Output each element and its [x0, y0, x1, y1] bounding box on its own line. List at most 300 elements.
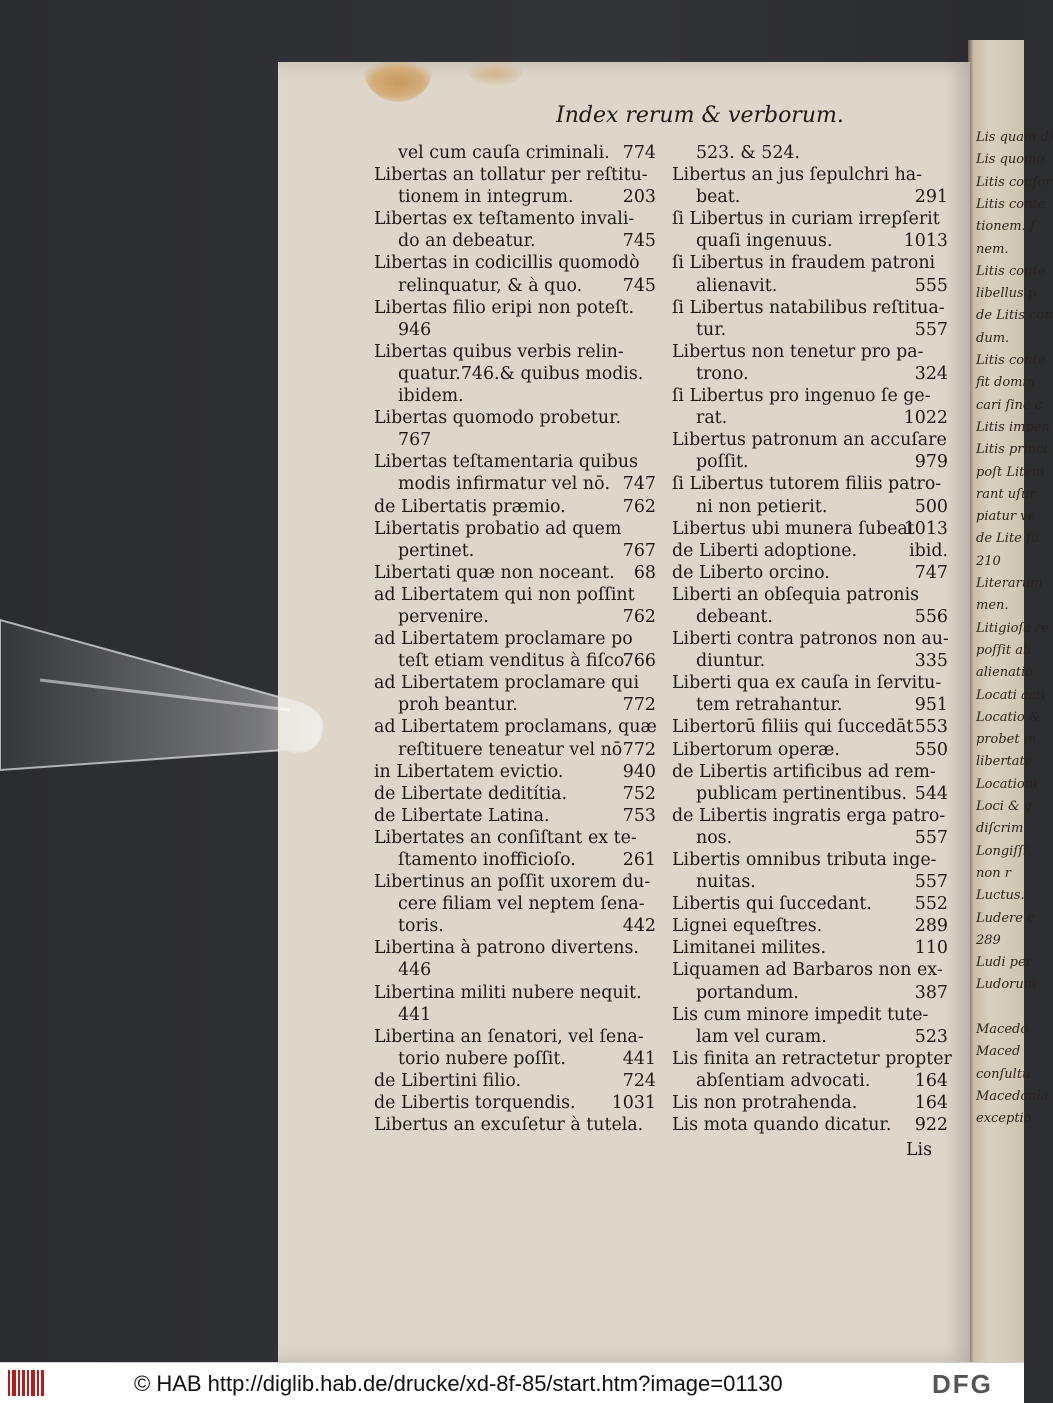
facing-page-text: Litis conte — [976, 196, 1046, 212]
index-entry — [374, 1026, 656, 1070]
index-entry — [374, 827, 656, 871]
index-line — [374, 1114, 656, 1136]
index-text: portandum. — [696, 982, 799, 1003]
index-line — [374, 319, 656, 341]
index-text: Libertus patronum an accuſare — [672, 430, 947, 451]
index-entry — [374, 407, 656, 451]
index-text: Limitanei milites. — [672, 938, 827, 959]
index-text: tionem in integrum. — [398, 187, 574, 208]
facing-page-text: Macedonia — [976, 1088, 1049, 1104]
index-text: Liquamen ad Barbaros non ex- — [672, 960, 943, 981]
footer-bar — [0, 1362, 1024, 1403]
index-entry — [672, 473, 948, 517]
facing-page-text: 210 — [976, 553, 1001, 569]
index-text: torio nubere poſſit. — [398, 1048, 566, 1069]
facing-page-text: Litis conte — [976, 353, 1046, 368]
index-text: Libertorum operæ. — [672, 739, 840, 760]
index-entry — [672, 341, 948, 385]
index-entry — [374, 716, 656, 760]
page-reference: 552 — [914, 894, 948, 915]
page-reference: 164 — [914, 1093, 948, 1114]
index-line — [672, 363, 948, 385]
facing-page-text: conſultu — [976, 1066, 1031, 1082]
index-line — [374, 473, 656, 495]
index-text: Lis mota quando dicatur. — [672, 1115, 892, 1136]
index-text: Libertorū filiis qui ſuccedāt — [672, 717, 914, 738]
index-line — [374, 540, 656, 562]
index-line — [374, 385, 656, 407]
index-text: quaſi ingenuus. — [696, 231, 833, 252]
index-entry — [672, 893, 948, 915]
index-text: lam vel curam. — [696, 1026, 827, 1047]
index-text: Liberti contra patronos non au- — [672, 629, 949, 650]
index-entry — [672, 540, 948, 562]
index-line — [672, 959, 948, 981]
hab-barcode-logo-icon — [8, 1370, 44, 1396]
index-text: abſentiam advocati. — [696, 1070, 871, 1091]
page-reference: 500 — [914, 496, 948, 517]
index-line — [374, 584, 656, 606]
index-entry — [374, 562, 656, 584]
index-text: Libertas teſtamentaria quibus — [374, 452, 638, 473]
page-reference: 261 — [622, 850, 656, 870]
index-text: de Libertate Latina. — [374, 805, 550, 826]
facing-page-text: Litis conſor — [976, 174, 1052, 190]
index-entry — [672, 142, 948, 164]
index-entry — [672, 628, 948, 672]
index-entry — [672, 672, 948, 716]
index-line — [374, 628, 656, 650]
index-text: Libertas ex teſtamento invali- — [374, 209, 635, 230]
copyright-url: © HAB http://diglib.hab.de/drucke/xd-8f-85/start.htm?image=01130 — [134, 1371, 783, 1396]
index-text: ad Libertatem qui non poſſint — [374, 584, 635, 605]
index-line — [672, 451, 948, 473]
index-text: de Liberti adoptione. — [672, 540, 858, 561]
facing-page-edge — [968, 40, 1053, 1362]
facing-page-text: libertate — [976, 754, 1033, 770]
index-line — [374, 252, 656, 274]
page-reference: 335 — [914, 651, 948, 672]
index-line — [672, 230, 948, 252]
index-text: Libertina militi nubere nequit. — [374, 982, 642, 1003]
index-line — [672, 341, 948, 363]
index-text: de Libertini filio. — [374, 1070, 522, 1091]
index-line — [672, 275, 948, 297]
index-line — [672, 761, 948, 783]
page-reference: 442 — [622, 916, 656, 937]
index-text: Lis finita an retractetur propter — [672, 1048, 952, 1069]
facing-page-text: Litigioſa re — [976, 620, 1050, 636]
page-reference: 767 — [622, 540, 656, 561]
index-line — [672, 562, 948, 584]
page-reference: 772 — [622, 695, 656, 716]
index-line — [374, 208, 656, 230]
index-line — [374, 915, 656, 937]
index-entry — [672, 805, 948, 849]
page-reference: 1013 — [903, 231, 948, 252]
page-reference: 387 — [914, 982, 948, 1003]
index-line — [374, 1048, 656, 1070]
index-entry — [672, 937, 948, 959]
index-entry — [672, 761, 948, 805]
index-entry — [672, 959, 948, 1003]
index-entry — [374, 451, 656, 495]
page-reference: 747 — [914, 562, 948, 583]
index-line — [374, 805, 656, 827]
facing-page-text: probet in — [976, 732, 1037, 748]
index-line — [374, 606, 656, 628]
index-line — [374, 518, 656, 540]
page-reference: 1022 — [903, 408, 948, 429]
index-entry — [672, 297, 948, 341]
index-text: reſtituere teneatur vel nō — [398, 739, 623, 760]
index-line — [672, 694, 948, 716]
facing-page-text: non r — [976, 865, 1011, 881]
index-entry — [672, 1114, 948, 1136]
index-text: de Libertis torquendis. — [374, 1093, 576, 1114]
index-line — [672, 407, 948, 429]
index-text: Libertinus an poſſit uxorem du- — [374, 872, 651, 893]
page-reference: 772 — [622, 739, 656, 760]
index-entry — [374, 518, 656, 562]
index-text: pertinet. — [398, 540, 475, 561]
index-entry — [672, 584, 948, 628]
facing-page-text: Loci & g — [976, 799, 1033, 814]
index-text: Lignei equeſtres. — [672, 916, 823, 937]
index-line — [374, 694, 656, 716]
index-line — [672, 584, 948, 606]
index-text: Libertus an excuſetur à tutela. — [374, 1115, 644, 1136]
index-text: de Libertatis præmio. — [374, 496, 566, 517]
left-index-column — [374, 142, 656, 1136]
index-line — [374, 871, 656, 893]
facing-page-text: Locationi — [976, 776, 1038, 792]
index-entry — [672, 915, 948, 937]
index-text: Libertus an jus ſepulchri ha- — [672, 165, 923, 186]
index-line — [672, 893, 948, 915]
index-line — [374, 650, 656, 672]
facing-page-text: Litis princi — [976, 442, 1048, 458]
index-line — [374, 739, 656, 761]
index-entry — [672, 739, 948, 761]
facing-page-text: de Lite ſu — [976, 531, 1040, 547]
index-text: quatur.746.& quibus modis. — [398, 363, 644, 384]
index-line — [374, 451, 656, 473]
index-line — [374, 1004, 656, 1026]
index-line — [672, 518, 948, 540]
index-entry — [374, 208, 656, 252]
index-entry — [672, 1048, 952, 1092]
index-entry — [672, 518, 948, 540]
index-line — [672, 252, 948, 274]
index-entry — [374, 937, 656, 981]
facing-page-text: Lis quomo — [976, 152, 1045, 168]
index-text: teſt etiam venditus à fiſco. — [398, 651, 630, 672]
page-reference: 745 — [622, 275, 656, 296]
page-reference: 544 — [914, 783, 948, 804]
index-text: Libertis qui ſuccedant. — [672, 894, 872, 915]
index-entry — [672, 562, 948, 584]
index-line — [374, 275, 656, 297]
facing-page-text: Lis quam di — [976, 130, 1053, 145]
index-text: tem retrahantur. — [696, 695, 843, 716]
index-text: nos. — [696, 827, 733, 848]
facing-page-text: alienatio — [976, 665, 1034, 681]
index-entry — [374, 628, 656, 672]
page-reference: ibid. — [909, 540, 948, 561]
index-text: rat. — [696, 408, 728, 429]
index-text: proh beantur. — [398, 695, 518, 716]
facing-page-text: Longiſſi — [976, 843, 1028, 859]
index-line — [374, 186, 656, 208]
index-line — [672, 1092, 948, 1114]
index-entry — [374, 142, 656, 164]
facing-page-text: diſcrim — [976, 821, 1024, 837]
index-text: ad Libertatem proclamare qui — [374, 673, 640, 694]
page-reference: 68 — [633, 562, 656, 583]
index-entry — [672, 208, 948, 252]
facing-page-text: Litis impen — [976, 419, 1050, 435]
index-line — [374, 761, 656, 783]
index-line — [374, 164, 656, 186]
index-line — [672, 672, 948, 694]
index-text: Liberti an obſequia patronis — [672, 584, 920, 605]
page-reference: 766 — [622, 651, 656, 672]
index-line — [374, 716, 656, 738]
page-reference: 724 — [622, 1070, 656, 1091]
index-entry — [374, 871, 656, 937]
page-reference: 752 — [622, 783, 656, 804]
running-header: Index rerum & verborum. — [556, 103, 844, 128]
index-text: Libertus ubi munera ſubeat — [672, 518, 915, 539]
index-line — [374, 827, 656, 849]
index-line — [374, 429, 656, 451]
index-text: de Libertis artificibus ad rem- — [672, 761, 936, 782]
index-text: ſi Libertus in curiam irrepſerit — [672, 209, 940, 230]
index-entry — [374, 1092, 656, 1114]
index-line — [672, 429, 948, 451]
index-text: pervenire. — [398, 606, 489, 627]
index-text: 946 — [398, 319, 432, 340]
index-text: ſi Libertus pro ingenuo ſe ge- — [672, 386, 931, 407]
index-line — [672, 871, 948, 893]
index-entry — [374, 341, 656, 407]
index-text: modis infirmatur vel nō. — [398, 474, 611, 495]
index-line — [374, 982, 656, 1004]
index-text: 441 — [398, 1004, 432, 1025]
index-line — [672, 827, 948, 849]
index-text: nuitas. — [696, 872, 756, 893]
page-reference: 979 — [914, 452, 948, 473]
index-line — [374, 1092, 656, 1114]
index-text: ibidem. — [398, 386, 464, 407]
index-text: Lis non protrahenda. — [672, 1093, 858, 1114]
index-entry — [374, 761, 656, 783]
page-reference: 289 — [914, 916, 948, 937]
index-line — [672, 628, 948, 650]
index-text: Libertas quomodo probetur. — [374, 408, 622, 429]
index-text: do an debeatur. — [398, 231, 536, 252]
index-entry — [374, 783, 656, 805]
index-text: Lis cum minore impedit tute- — [672, 1004, 929, 1025]
page-reference: 762 — [622, 606, 656, 627]
index-text: Libertina à patrono divertens. — [374, 938, 639, 959]
index-text: cere filiam vel neptem ſena- — [398, 894, 645, 915]
index-text: relinquatur, & à quo. — [398, 275, 583, 296]
index-line — [374, 1070, 656, 1092]
index-line — [672, 783, 948, 805]
index-line — [672, 716, 948, 738]
page-reference: 922 — [914, 1115, 948, 1136]
page-reference: 557 — [914, 319, 948, 340]
page-reference: 203 — [622, 187, 656, 208]
index-text: ſtamento inofficioſo. — [398, 850, 576, 870]
index-text: in Libertatem evictio. — [374, 761, 564, 782]
facing-page-text: Macedo — [976, 1022, 1029, 1037]
facing-page-text: piatur ve — [976, 509, 1036, 525]
index-line — [672, 208, 948, 230]
index-line — [672, 606, 948, 628]
index-line — [374, 672, 656, 694]
index-text: toris. — [398, 916, 444, 937]
page-reference: 110 — [914, 938, 948, 959]
index-entry — [374, 164, 656, 208]
page-reference: 745 — [622, 231, 656, 252]
page-reference: 557 — [914, 872, 948, 893]
index-entry — [374, 982, 656, 1026]
index-line — [672, 496, 948, 518]
index-entry — [672, 429, 948, 473]
index-line — [374, 407, 656, 429]
index-text: ni non petierit. — [696, 496, 828, 517]
index-line — [374, 893, 656, 915]
index-text: 523. & 524. — [696, 143, 800, 163]
index-text: Libertas an tollatur per reſtitu- — [374, 165, 648, 186]
index-line — [672, 297, 948, 319]
page-reference: 762 — [622, 496, 656, 517]
index-text: diuntur. — [696, 651, 766, 672]
index-entry — [374, 496, 656, 518]
index-text: Libertas quibus verbis relin- — [374, 341, 624, 362]
index-line — [672, 1048, 952, 1070]
facing-page-text: nem. — [976, 241, 1009, 257]
index-line — [374, 959, 656, 981]
index-entry — [672, 716, 948, 738]
facing-page-text: Locati acti — [976, 687, 1046, 703]
facing-page-text: Literarum — [976, 576, 1043, 591]
index-line — [374, 142, 656, 164]
index-entry — [374, 672, 656, 716]
index-line — [672, 650, 948, 672]
facing-page-text: libellus p — [976, 286, 1037, 302]
dfg-logo: DFG — [932, 1369, 993, 1399]
facing-page-text: exceptio — [976, 1111, 1032, 1127]
index-entry — [672, 252, 948, 296]
index-text: debeant. — [696, 606, 773, 627]
facing-page-text: Luctus. — [976, 888, 1025, 904]
facing-page-text: Ludorum — [976, 977, 1037, 993]
facing-page-text: men. — [976, 598, 1009, 614]
index-entry — [374, 584, 656, 628]
index-line — [672, 319, 948, 341]
index-text: alienavit. — [696, 275, 778, 296]
index-text: vel cum cauſa criminali. — [398, 143, 610, 163]
index-entry — [374, 297, 656, 341]
page-reference: 1013 — [903, 518, 948, 539]
facing-page-text: fit domin — [976, 375, 1036, 391]
index-text: tur. — [696, 319, 727, 340]
index-entry — [672, 164, 948, 208]
index-text: ad Libertatem proclamans, quæ — [374, 717, 657, 738]
index-text: Libertas in codicillis quomodò — [374, 253, 640, 274]
index-text: Libertati quæ non noceant. — [374, 562, 615, 583]
page-reference: 164 — [914, 1070, 948, 1091]
index-text: poſſit. — [696, 452, 749, 473]
index-text: trono. — [696, 363, 749, 384]
index-line — [374, 230, 656, 252]
index-text: 767 — [398, 430, 432, 451]
index-line — [374, 1026, 656, 1048]
index-line — [672, 1026, 948, 1048]
page-reference: 553 — [914, 717, 948, 738]
index-line — [672, 915, 948, 937]
page-reference: 523 — [914, 1026, 948, 1047]
index-entry — [374, 1070, 656, 1092]
index-line — [374, 297, 656, 319]
page-reference: 555 — [914, 275, 948, 296]
facing-page-text: Litis conte — [976, 263, 1046, 279]
page-reference: 747 — [622, 474, 656, 495]
index-line — [672, 473, 948, 495]
index-text: ad Libertatem proclamare po — [374, 629, 633, 650]
index-line — [672, 186, 948, 208]
facing-page-text: poſſit ali — [976, 642, 1032, 658]
index-entry — [374, 1114, 656, 1136]
index-line — [672, 142, 948, 164]
right-index-column — [672, 142, 952, 1136]
index-text: Liberti qua ex cauſa in ſervitu- — [672, 673, 942, 694]
index-line — [672, 540, 948, 562]
facing-page-text: Ludere c — [976, 910, 1035, 926]
index-line — [672, 805, 948, 827]
index-text: ſi Libertus in fraudem patroni — [672, 253, 936, 274]
page-reference: 940 — [622, 761, 656, 782]
index-entry — [672, 1092, 948, 1114]
facing-page-text: Locatio & — [976, 709, 1041, 725]
index-line — [672, 849, 948, 871]
index-line — [374, 562, 656, 584]
page-reference: 557 — [914, 827, 948, 848]
index-text: Libertis omnibus tributa inge- — [672, 850, 937, 870]
index-line — [672, 385, 948, 407]
index-line — [672, 739, 948, 761]
page-reference: 291 — [914, 187, 948, 208]
page-reference: 951 — [914, 695, 948, 716]
facing-page-text: rant uſur — [976, 486, 1036, 502]
index-text: Libertas filio eripi non poteſt. — [374, 297, 635, 318]
index-line — [374, 363, 656, 385]
index-line — [374, 849, 656, 871]
index-line — [374, 783, 656, 805]
index-line — [374, 937, 656, 959]
facing-page-text: tionem. ſ — [976, 219, 1035, 235]
facing-page-text: dum. — [976, 330, 1010, 346]
index-text: beat. — [696, 187, 741, 208]
catchword: Lis — [906, 1140, 933, 1160]
index-text: de Libertate deditítia. — [374, 783, 568, 804]
index-text: ſi Libertus natabilibus reſtitua- — [672, 297, 945, 318]
page-reference: 556 — [914, 606, 948, 627]
